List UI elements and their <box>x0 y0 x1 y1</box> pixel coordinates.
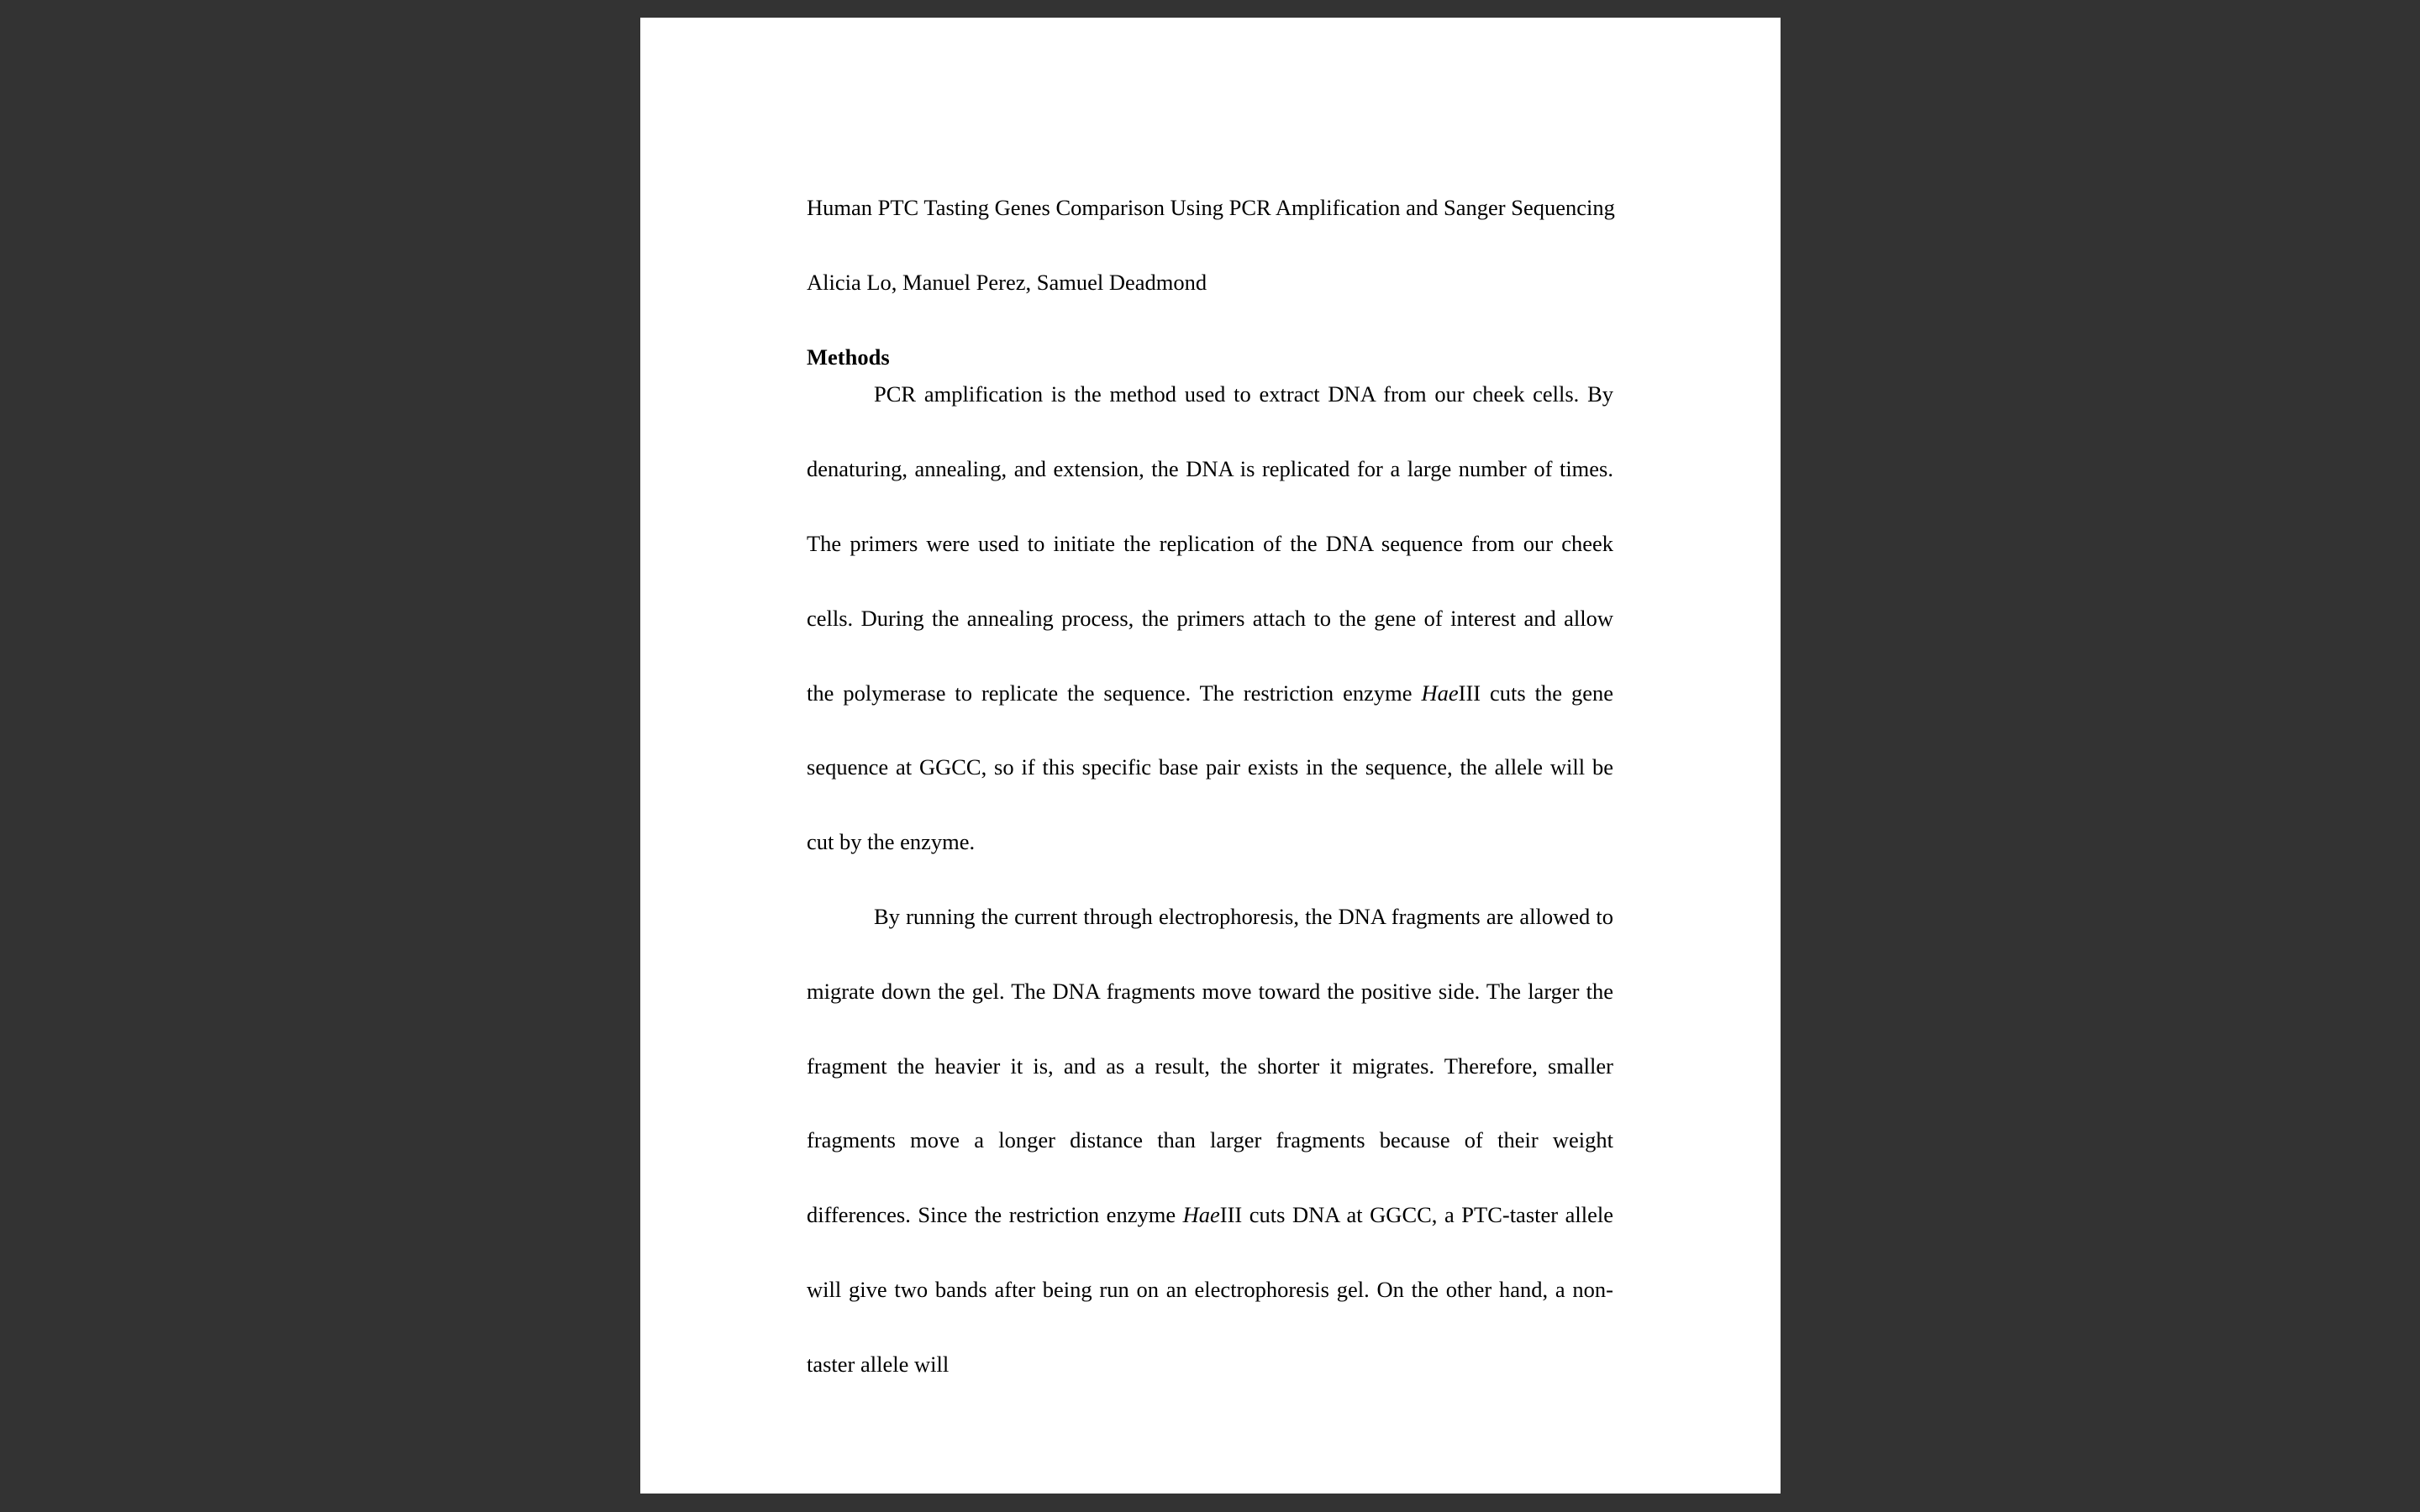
document-page[interactable] <box>640 18 1781 1494</box>
para2-text-a: By running the current through electrophoresis, the DNA fragments are allowed to migrate down the gel. The DNA fragments move toward the positive side. The larger the fragment the heavier it is, and as a result, the shorter it migrates. Therefore, smaller fragments move a longer distance than larger fragments because of their weight differences. Since the restriction enzyme <box>807 903 1613 1228</box>
para2-italic-hae: Hae <box>1182 1202 1220 1228</box>
paragraph-wrapper-1 <box>807 357 1613 879</box>
page-content <box>807 152 1613 1402</box>
document-authors: Alicia Lo, Manuel Perez, Samuel Deadmond <box>807 269 1207 295</box>
methods-paragraph-1 <box>807 357 1613 879</box>
para1-italic-hae: Hae <box>1421 680 1459 706</box>
paragraph-wrapper-2 <box>807 879 1613 1402</box>
document-title: Human PTC Tasting Genes Comparison Using PCR Amplification and Sanger Sequencing <box>807 195 1615 220</box>
methods-paragraph-2 <box>807 879 1613 1402</box>
para2-text-b: III cuts DNA at GGCC, a PTC-taster allele will give two bands after being run on an electrophoresis gel. On the other hand, a non-taster allele will <box>807 1202 1613 1377</box>
section-heading-methods: Methods <box>807 344 890 370</box>
para1-text-a: PCR amplification is the method used to extract DNA from our cheek cells. By denaturing, annealing, and extension, the DNA is replicated for a large number of times. The primers were used to initiate the replication of the DNA sequence from our cheek cells. During the annealing process, the primers attach to the gene of interest and allow the polymerase to replicate the sequence. The restriction enzyme <box>807 381 1613 706</box>
para1-text-b: III cuts the gene sequence at GGCC, so if this specific base pair exists in the sequence, the allele will be cut by the enzyme. <box>807 680 1614 855</box>
